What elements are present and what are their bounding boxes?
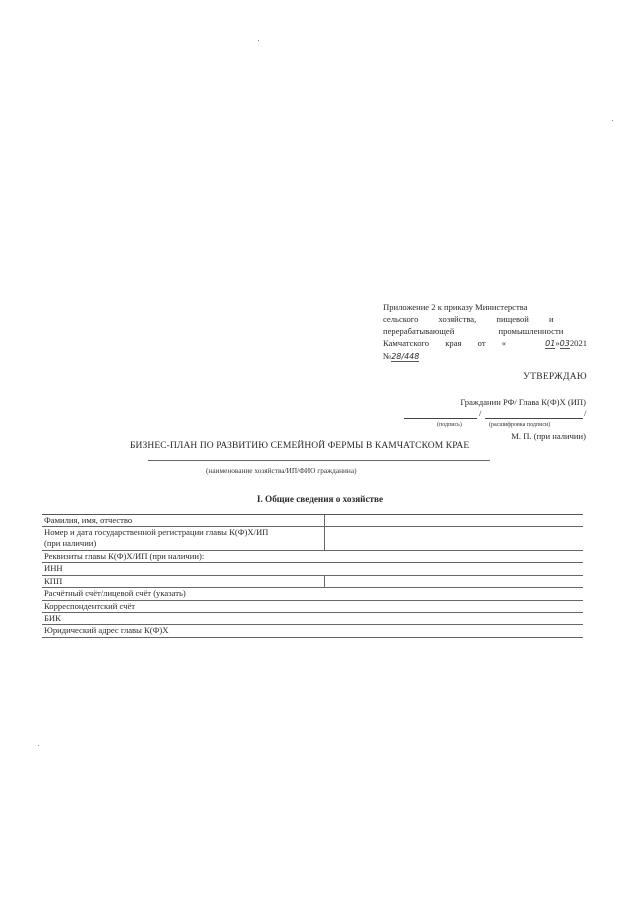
annex-header [383,301,587,363]
annex-line-2: сельского хозяйства, пищевой и [383,314,554,324]
scan-speck [258,40,259,41]
signature-slash-2: / [584,408,587,418]
annex-line-3: перерабатывающей промышленности [383,326,564,336]
document-title: БИЗНЕС-ПЛАН ПО РАЗВИТИЮ СЕМЕЙНОЙ ФЕРМЫ В КАМЧАТСКОМ КРАЕ [130,441,470,451]
annex-date-fill [545,337,587,350]
annex-date-year: 2021 [569,338,587,348]
name-blank-line[interactable] [148,460,490,461]
scan-speck [38,745,39,746]
table-row[interactable] [42,625,583,637]
table-row[interactable] [42,613,583,625]
row-label-continued: (при наличии) [44,538,97,549]
row-label: БИК [44,612,61,623]
table-row[interactable] [42,601,583,613]
column-divider [324,515,325,526]
table-row[interactable] [42,551,583,563]
table-row[interactable] [42,527,583,551]
section-title: I. Общие сведения о хозяйстве [256,494,384,504]
row-label: Корреспондентский счёт [44,600,136,611]
column-divider [324,576,325,587]
annex-date-line [383,337,587,350]
annex-date-month: 03 [559,339,570,348]
stamp-place: М. П. (при наличии) [511,431,586,441]
table-row[interactable] [42,588,583,600]
signature-caption: (подпись) [437,422,462,428]
table-row[interactable] [42,515,583,527]
row-label: Реквизиты главы К(Ф)Х/ИП (при наличии): [44,550,205,561]
annex-date-day: 01 [545,339,556,348]
column-divider [324,527,325,550]
row-label: КПП [44,575,63,586]
row-label: Фамилия, имя, отчество [44,515,133,525]
row-label: Юридический адрес главы К(Ф)Х [44,625,169,636]
annex-date-mid: » [555,338,560,348]
row-label: Расчётный счёт/лицевой счёт (указать) [44,588,186,599]
general-info-table [42,514,583,638]
table-row[interactable] [42,576,583,588]
signature-line [404,409,587,421]
row-label: ИНН [44,563,63,574]
annex-line-1: Приложение 2 к приказу Министерства [383,302,528,312]
table-row[interactable] [42,563,583,575]
signature-decoding-caption: (расшифровка подписи) [489,422,551,428]
annex-date-prefix: Камчатского края от « [383,338,507,348]
signature-slash-1: / [479,408,482,418]
scan-speck [612,120,613,121]
citizen-role-line: Гражданин РФ/ Глава К(Ф)Х (ИП) [460,397,586,407]
annex-number-line [383,350,587,363]
annex-number-prefix: № [383,351,392,361]
signature-decoding-blank[interactable] [485,418,583,419]
annex-number-value: 28/448 [391,352,420,361]
approve-heading: УТВЕРЖДАЮ [523,372,587,382]
name-caption: (наименование хозяйства/ИП/ФИО гражданина) [206,466,357,475]
row-label: Номер и дата государственной регистрации главы К(Ф)Х/ИП [44,527,269,538]
signature-blank[interactable] [404,418,477,419]
